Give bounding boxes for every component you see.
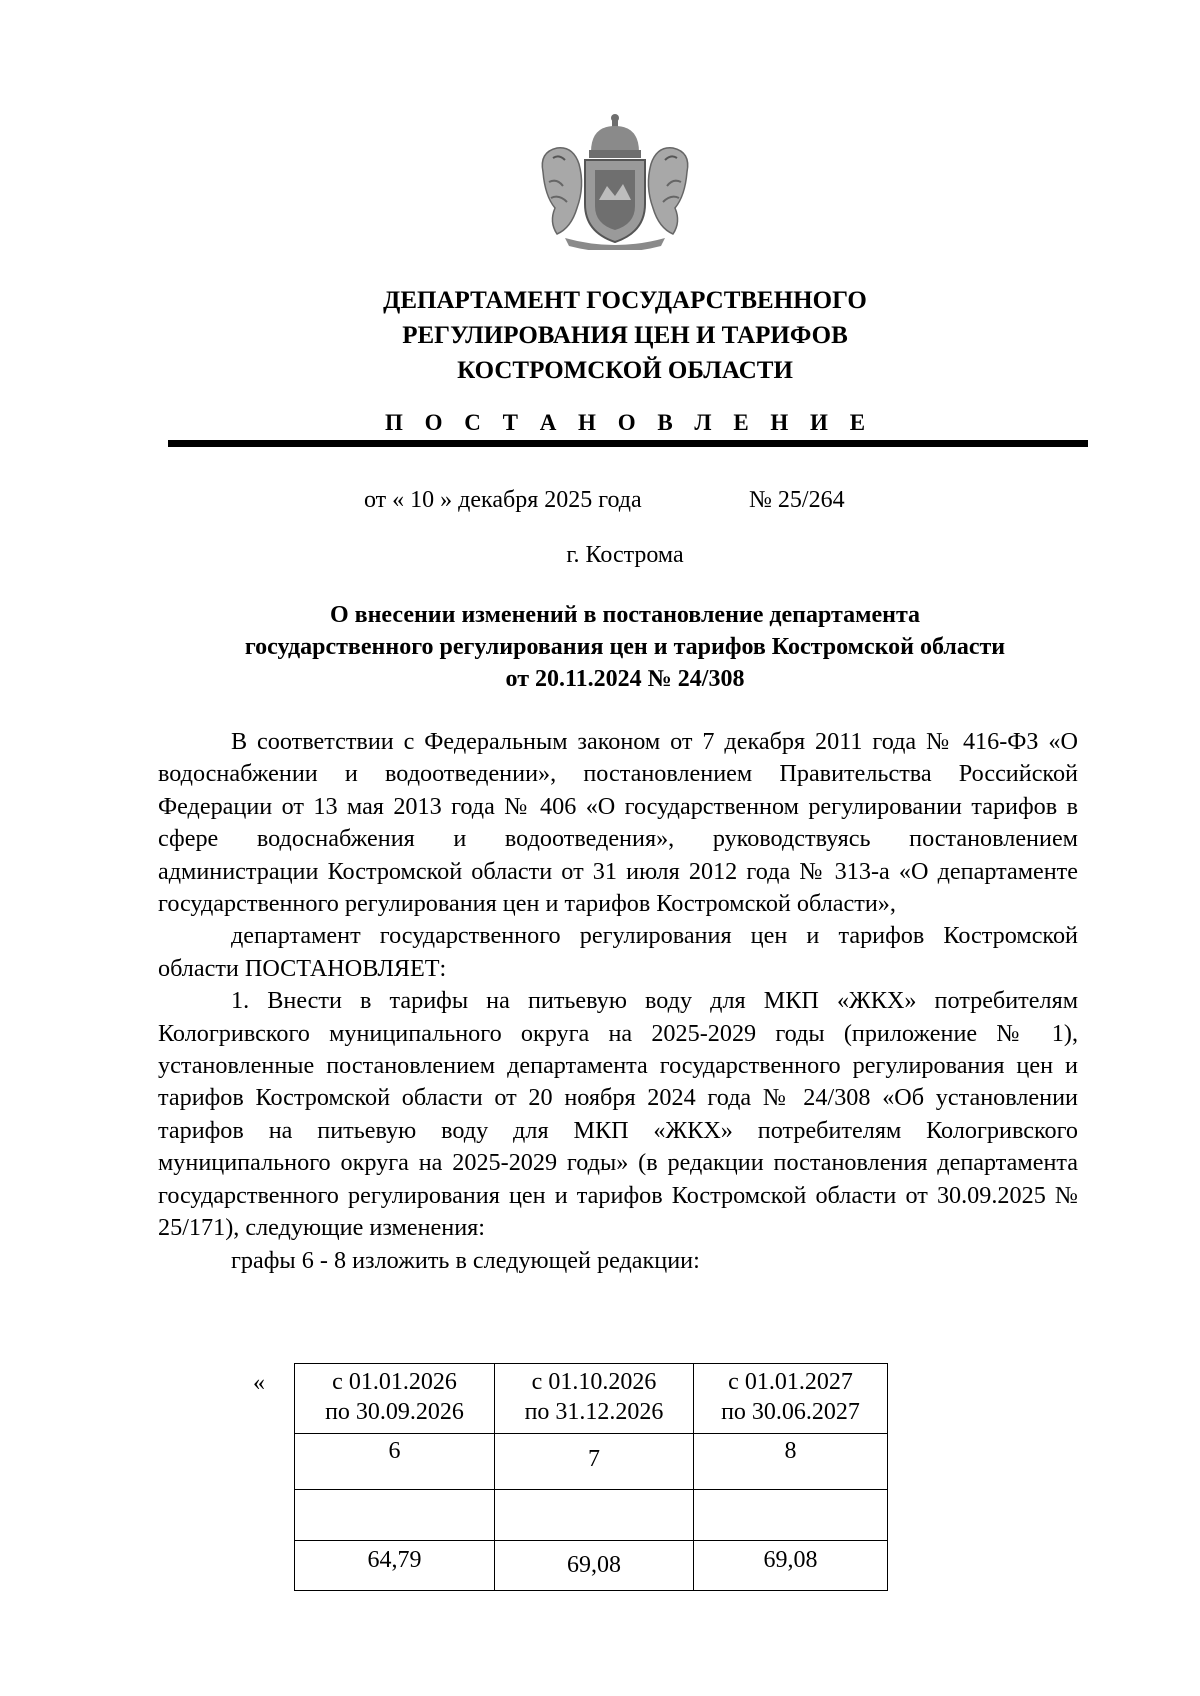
open-quote: « [253,1370,265,1396]
document-date: от « 10 » декабря 2025 года [364,487,642,513]
period-to: по 30.09.2026 [325,1399,464,1425]
table-row [295,1541,888,1591]
period-to: по 30.06.2027 [721,1399,860,1425]
empty-cell [295,1490,495,1541]
tariff-value-cell: 69,08 [495,1541,694,1591]
column-number-cell: 6 [295,1434,495,1490]
title-line-2: государственного регулирования цен и тарифов Костромской области [244,634,1006,660]
body-paragraph-preamble: В соответствии с Федеральным законом от 7 декабря 2011 года № 416-ФЗ «О водоснабжении и водоотведении», постановлением Правительства Российской Федерации от 13 мая 2013 года № 406 «О государственном регулировании тарифов в сфере водоснабжения и водоотведения», руководствуясь постановлением администрации Костромской области от 31 июля 2012 года № 313-а «О департаменте государственного регулирования цен и тарифов Костромской области», [158,728,1078,918]
body-paragraph-item-1: 1. Внести в тарифы на питьевую воду для МКП «ЖКХ» потребителям Кологривского муниципального округа на 2025-2029 годы (приложение № 1), установленные постановлением департамента государственного регулирования цен и тарифов Костромской области от 20 ноября 2024 года № 24/308 «Об установлении тарифов на питьевую воду для МКП «ЖКХ» потребителям Кологривского муниципального округа на 2025-2029 годы» (в редакции постановления департамента государственного регулирования цен и тарифов Костромской области от 30.09.2025 № 25/171), следующие изменения: [158,987,1078,1242]
table-header-cell [295,1364,495,1434]
empty-cell [694,1490,888,1541]
body-paragraph-resolves: департамент государственного регулирования цен и тарифов Костромской области ПОСТАНОВЛЯЕТ: [158,922,1078,982]
header-divider [168,440,1088,447]
table-header-cell [495,1364,694,1434]
org-line-1: ДЕПАРТАМЕНТ ГОСУДАРСТВЕННОГО [383,287,867,314]
period-from: с 01.01.2027 [728,1369,853,1395]
period-from: с 01.10.2026 [531,1369,657,1395]
title-line-1: О внесении изменений в постановление департамента [329,602,921,628]
coat-of-arms-icon [535,112,695,250]
document-title [0,599,1200,695]
table-header-cell [694,1364,888,1434]
column-number-cell: 8 [694,1434,888,1490]
table-row [295,1364,888,1434]
period-from: с 01.01.2026 [332,1369,457,1395]
org-line-3: КОСТРОМСКОЙ ОБЛАСТИ [457,357,793,384]
document-city: г. Кострома [566,542,684,568]
table-row [295,1490,888,1541]
body-paragraph-columns: графы 6 - 8 изложить в следующей редакции: [231,1246,700,1274]
column-number-cell: 7 [495,1434,694,1490]
title-line-3: от 20.11.2024 № 24/308 [505,666,745,692]
table-row [295,1434,888,1490]
document-body [158,726,1078,1277]
empty-cell [495,1490,694,1541]
tariff-value-cell: 69,08 [694,1541,888,1591]
tariff-value-cell: 64,79 [295,1541,495,1591]
period-to: по 31.12.2026 [524,1399,664,1425]
org-line-2: РЕГУЛИРОВАНИЯ ЦЕН И ТАРИФОВ [402,322,848,349]
tariff-table [294,1363,888,1591]
document-type: П О С Т А Н О В Л Е Н И Е [384,410,874,435]
organization-name [0,283,1200,388]
document-number: № 25/264 [749,487,845,513]
